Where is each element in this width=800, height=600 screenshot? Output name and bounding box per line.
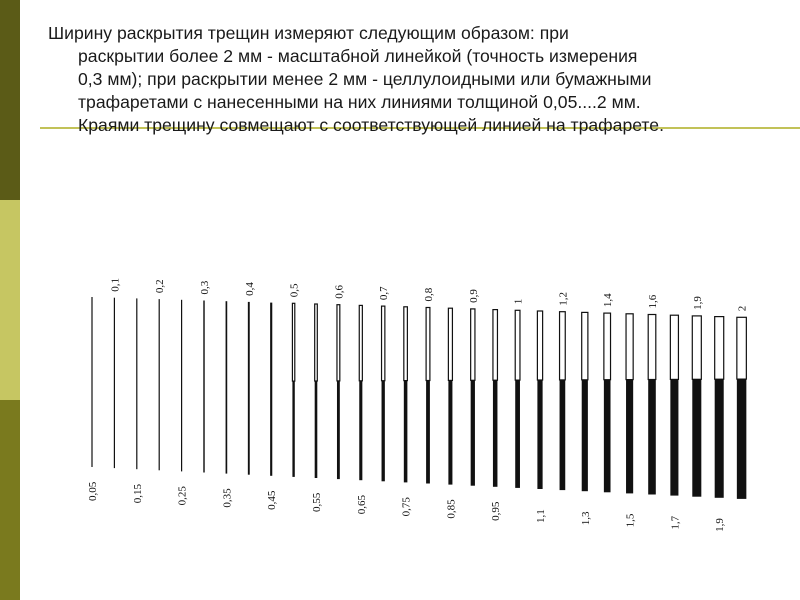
stencil-line-filled [359,381,362,480]
body-text-line: раскрытии более 2 мм - масштабной линейкой (точность измерения [78,46,638,66]
stencil-bottom-label: 1,3 [579,511,592,526]
stencil-line-filled [560,380,566,490]
stencil-line-open [560,312,566,380]
stencil-line-open [426,308,430,381]
stencil-bottom-label: 1,5 [624,513,637,528]
stencil-top-label: 1 [512,298,525,305]
stencil-line-open [493,310,498,381]
stencil-line [203,301,204,473]
stencil-line-filled [626,380,633,494]
stencil-line [226,301,228,473]
stencil-line-open [448,308,452,380]
stencil-line [136,298,137,469]
stencil-line-open [737,317,747,379]
stencil-bottom-label: 0,45 [266,490,279,510]
stencil-line-filled [648,380,656,495]
sidebar-stripe-dark [0,0,20,200]
stencil-line-filled [315,381,318,478]
stencil-top-label: 0,8 [423,287,435,302]
stencil-top-label: 0,7 [378,286,391,301]
stencil-top-label: 0,5 [288,283,301,298]
stencil-line-filled [448,380,452,484]
stencil-line-filled [537,380,542,489]
stencil-line-open [515,310,520,380]
stencil-top-label: 0,3 [199,280,211,295]
stencil-line-open [471,309,475,380]
stencil-line-filled [292,381,294,477]
stencil-bottom-label: 0,25 [176,486,189,506]
stencil-top-label: 1,4 [602,293,615,308]
stencil-top-label: 1,6 [647,294,659,309]
stencil-line-open [648,315,656,380]
stencil-line-filled [692,379,701,496]
stencil-bottom-label: 0,55 [311,492,323,512]
stencil-line-filled [670,379,678,495]
body-text-line: Краями трещину совмещают с соответствующей линией на трафарете. [78,115,664,135]
sidebar-stripe-light [0,200,20,400]
stencil-line-open [626,314,633,380]
stencil-line-open [715,317,724,380]
stencil-line-open [404,307,408,381]
sidebar-stripe-mid [0,400,20,600]
stencil-bottom-label: 1,1 [535,509,547,523]
stencil-line-filled [337,381,340,479]
stencil-top-label: 0,2 [154,279,167,294]
body-text-line: трафаретами с нанесенными на них линиями толщиной 0,05....2 мм. [78,92,641,112]
stencil-line-open [604,313,611,380]
stencil-top-label: 0,1 [109,277,122,292]
stencil-bottom-label: 0,75 [400,497,413,517]
stencil-top-label: 0,6 [333,284,346,299]
stencil-top-label: 1,9 [691,296,704,310]
stencil-line [159,299,160,470]
stencil-line-filled [604,380,611,493]
stencil-line-open [537,311,542,380]
stencil-line-open [382,306,385,381]
stencil-bottom-label: 0,15 [131,483,144,504]
body-text-line: Ширину раскрытия трещин измеряют следующим образом: при [48,23,569,43]
stencil-line [181,300,182,472]
stencil-line-filled [493,380,498,487]
slide-body-text [48,22,788,137]
stencil-line [270,303,272,476]
body-text-line: 0,3 мм); при раскрытии менее 2 мм - целлулоидными или бумажными [78,69,652,89]
crack-width-stencil [78,222,778,532]
stencil-bottom-label: 1,7 [669,515,682,530]
stencil-bottom-label: 0,35 [221,488,234,508]
stencil-top-label: 0,9 [467,289,480,303]
stencil-top-label: 1,2 [557,291,570,306]
stencil-bottom-label: 0,05 [87,481,99,501]
stencil-line-open [337,305,340,381]
stencil-line [114,298,115,468]
stencil-line-open [670,315,678,379]
stencil-line-filled [715,379,724,498]
stencil-bottom-label: 0,65 [355,494,368,515]
stencil-line-open [292,303,294,381]
stencil-line-open [315,304,318,381]
stencil-line-open [692,316,701,379]
stencil-bottom-label: 0,85 [445,499,458,519]
stencil-top-label: 2 [736,305,749,312]
stencil-line [91,297,92,467]
stencil-line-filled [582,380,588,491]
stencil-line-filled [515,380,520,488]
stencil-line-filled [382,381,385,482]
sidebar-stripes [0,0,20,600]
stencil-top-label: 0,4 [243,282,256,296]
stencil-bottom-label: 1,9 [714,518,727,532]
stencil-line [248,302,250,475]
stencil-line-filled [471,380,475,485]
stencil-line-filled [426,381,430,484]
stencil-line-open [359,305,362,380]
stencil-bottom-label: 0,95 [490,501,503,521]
stencil-line-filled [404,381,408,483]
stencil-line-filled [737,379,747,499]
stencil-line-open [582,312,588,379]
